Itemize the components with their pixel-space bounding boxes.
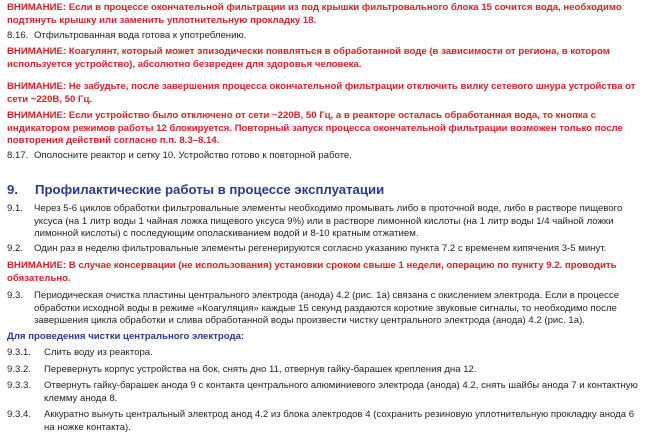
step-9-3-1 [7,347,640,360]
step-number: 8.16. [7,30,29,41]
step-number: 9.3. [7,290,24,301]
warning-unplug: ВНИМАНИЕ: Не забудьте, после завершения процесса окончательной фильтрации отключить вилку сетевого шнура устройства от сети ~220В, 50 Гц. [7,81,636,105]
step-9-3-4 [7,409,640,434]
step-8-17 [7,150,640,163]
step-text: Отвернуть гайку-барашек анода 9 с контакта центрального алюминиевого электрода (анода) 4.2, снять шайбы анода 7 и контактную клемму анода 8. [44,380,638,404]
step-number: 9.1. [7,203,24,214]
step-number: 9.2. [7,243,24,254]
step-number: 9.3.3. [7,380,32,391]
step-text: Отфильтрованная вода готова к употреблению. [34,30,247,41]
step-number: 9.3.2. [7,364,32,375]
section-title: Профилактические работы в процессе эксплуатации [35,182,385,197]
step-text: Один раз в неделю фильтровальные элементы регенерируются согласно указанию пункта 7.2 с временем кипячения 3-5 минут. [34,243,607,254]
step-number: 8.17. [7,150,29,161]
step-number: 9.3.1. [7,347,32,358]
step-text: Ополосните реактор и сетку 10. Устройство готово к повторной работе. [34,150,352,161]
warning-conservation: ВНИМАНИЕ: В случае консервации (не использования) установки сроком свыше 1 недели, операцию по пункту 9.2. проводить обязательно. [7,260,617,284]
warning-button-blocked: ВНИМАНИЕ: Если устройство было отключено от сети ~220В, 50 Гц, а в реакторе осталась обработанная вода, то кнопка с индикатором режимов работы 12 блокируется. Повторный запуск процесса окончательной фильтрации возможен только после повторения действий согласно п.п. 8.3–8.14. [7,110,623,146]
section-number: 9. [7,182,18,197]
step-text: Периодическая очистка пластины центрального электрода (анода) 4.2 (рис. 1а) связана с окислением электрода. Если в процессе обработки исходной воды в режиме «Коагуляция» каждые 15 секунд раздаются короткие звуковые сигналы, то необходимо после завершения цикла обработки и слива обработанной воды произвести чистку центрального электрода (анода) 4.2 (рис. 1а). [34,290,620,326]
cleaning-subheading: Для проведения чистки центрального электрода: [7,331,245,342]
step-text: Перевернуть корпус устройства на бок, снять дно 11, отвернув гайку-барашек крепления дна 12. [44,364,477,375]
step-9-3-3 [7,380,640,405]
step-number: 9.3.4. [7,409,32,420]
step-9-3 [7,290,640,328]
warning-coagulant: ВНИМАНИЕ: Коагулянт, который может эпизодически появляться в обработанной воде (в зависимости от региона, в котором используется устройство), абсолютно безвреден для здоровья человека. [7,46,610,70]
step-8-16 [7,30,640,43]
warning-lid-leak: ВНИМАНИЕ: Если в процессе окончательной фильтрации из под крышки фильтровального блока 15 сочится вода, необходимо подтянуть крышку или заменить уплотнительную прокладку 18. [7,2,622,26]
section-heading [7,182,640,198]
step-text: Аккуратно вынуть центральный электрод анод 4.2 из блока электродов 4 (сохранить резиновую уплотнительную прокладку анода 6 на ножке контакта). [44,409,635,433]
step-9-1 [7,203,640,241]
step-text: Слить воду из реактора. [44,347,153,358]
step-text: Через 5-6 циклов обработки фильтровальные элементы необходимо промывать либо в проточной воде, либо в растворе пищевого уксуса (на 1 литр воды 1 чайная ложка пищевого уксуса 9%) или в растворе лимонной кислоты (на 1 литр воды 1/4 чайной ложки лимонной кислоты) с последующим ополаскиванием водой и 8-10 кратным отжатием. [34,203,623,239]
step-9-2 [7,243,640,256]
step-9-3-2 [7,364,640,377]
